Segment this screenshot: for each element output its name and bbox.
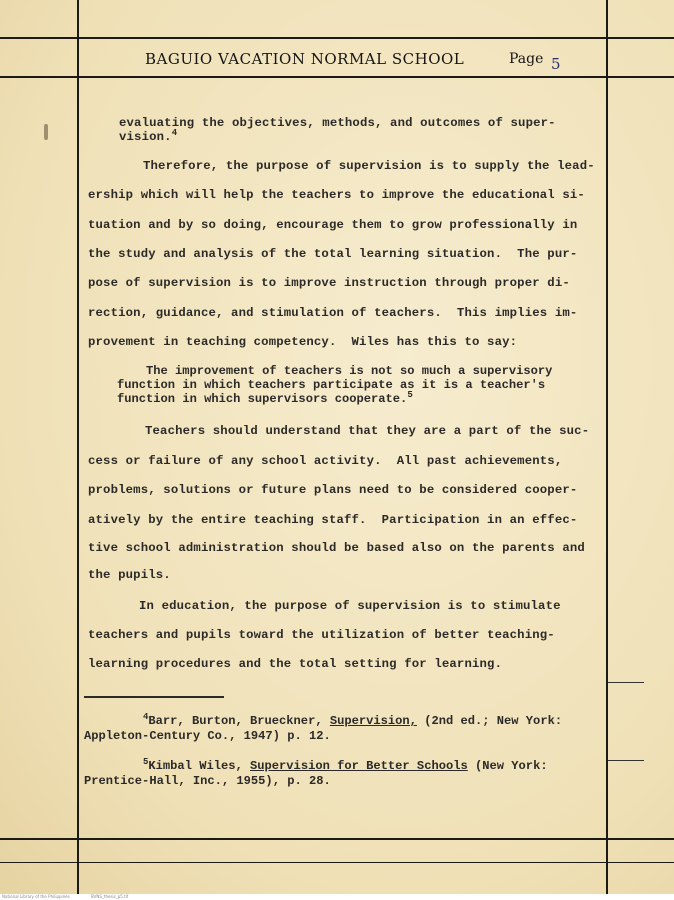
footnote-ref-5: 5 bbox=[407, 390, 413, 400]
body-line: Therefore, the purpose of supervision is to supply the lead- bbox=[143, 159, 595, 173]
footnote-mark: 4 bbox=[143, 712, 149, 722]
body-line: problems, solutions or future plans need to be considered cooper- bbox=[88, 483, 578, 497]
footnote-5: $^5$Kimbal Wiles, Supervision for Better Schools (New York: bbox=[143, 757, 548, 773]
page-number: 5 bbox=[551, 55, 561, 73]
body-line: the study and analysis of the total learning situation. The pur- bbox=[88, 247, 578, 261]
body-line: vision.$^4$ bbox=[119, 128, 178, 144]
school-header-title: BAGUIO VACATION NORMAL SCHOOL bbox=[145, 50, 465, 68]
body-line: rection, guidance, and stimulation of teachers. This implies im- bbox=[88, 306, 578, 320]
body-line: atively by the entire teaching staff. Participation in an effec- bbox=[88, 513, 578, 527]
bottom-rule bbox=[0, 838, 674, 840]
body-line: pose of supervision is to improve instruction through proper di- bbox=[88, 276, 570, 290]
margin-smudge bbox=[44, 124, 48, 140]
archive-strip bbox=[0, 894, 674, 900]
archive-source: National Library of the Philippines bbox=[2, 894, 70, 899]
block-quote-line: function in which supervisors cooperate.$^5$ bbox=[117, 390, 413, 406]
block-quote-line: The improvement of teachers is not so much a supervisory bbox=[146, 364, 553, 378]
body-line: the pupils. bbox=[88, 568, 171, 582]
footnote-book-title: Supervision, bbox=[329, 714, 417, 728]
bottom-rule-2 bbox=[0, 862, 674, 863]
archive-file: BVNS_thesis_p5.tif bbox=[91, 894, 129, 899]
margin-tick bbox=[608, 682, 644, 683]
margin-tick bbox=[608, 760, 644, 761]
body-line: tuation and by so doing, encourage them to grow professionally in bbox=[88, 218, 578, 232]
body-line: learning procedures and the total setting for learning. bbox=[88, 657, 503, 671]
body-line: cess or failure of any school activity. All past achievements, bbox=[88, 454, 563, 468]
body-line: tive school administration should be based also on the parents and bbox=[88, 541, 585, 555]
footnote-5-cont: Prentice-Hall, Inc., 1955), p. 28. bbox=[84, 774, 331, 788]
body-line: provement in teaching competency. Wiles has this to say: bbox=[88, 335, 518, 349]
footnote-ref-4: 4 bbox=[171, 128, 178, 138]
body-line: evaluating the objectives, methods, and outcomes of super- bbox=[119, 116, 556, 130]
body-line: In education, the purpose of supervision is to stimulate bbox=[139, 599, 561, 613]
footnote-mark: 5 bbox=[143, 757, 149, 767]
footnote-4-cont: Appleton-Century Co., 1947) p. 12. bbox=[84, 729, 331, 743]
left-margin-rule bbox=[77, 0, 79, 894]
header-bottom-rule bbox=[0, 76, 674, 78]
footnote-book-title: Supervision for Better Schools bbox=[250, 759, 468, 773]
body-line: ership which will help the teachers to improve the educational si- bbox=[88, 188, 585, 202]
footnote-separator bbox=[84, 696, 224, 698]
footnote-4: $^4$Barr, Burton, Brueckner, Supervision, (2nd ed.; New York: bbox=[143, 712, 563, 728]
block-quote-line: function in which teachers participate as it is a teacher's bbox=[117, 378, 546, 392]
body-line: Teachers should understand that they are a part of the suc- bbox=[145, 424, 590, 438]
top-rule bbox=[0, 37, 674, 39]
body-line: teachers and pupils toward the utilization of better teaching- bbox=[88, 628, 555, 642]
page-label: Page bbox=[509, 51, 544, 67]
